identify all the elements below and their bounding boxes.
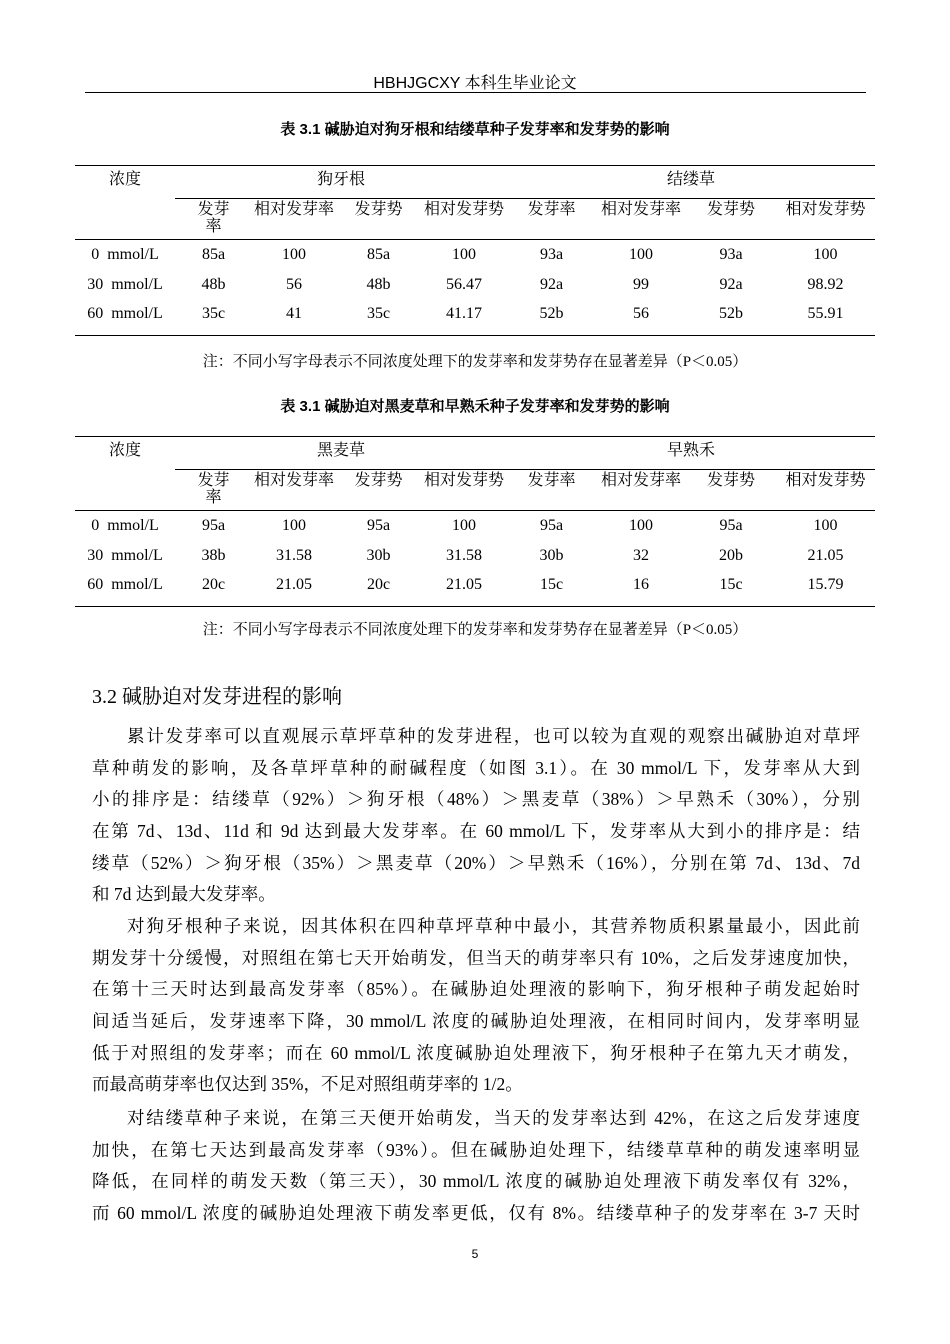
- column-header: 发芽率: [175, 199, 252, 240]
- value-cell: 15c: [686, 574, 776, 607]
- text-line: 降低，在同样的萌发天数（第三天），30 mmol/L 浓度的碱胁迫处理液下萌发率仅有 32%，: [92, 1171, 860, 1192]
- concentration-cell: 60 mmol/L: [75, 574, 175, 607]
- value-cell: 56: [596, 303, 686, 336]
- value-cell: 95a: [366, 517, 391, 534]
- table-row: [75, 511, 875, 545]
- value-cell: 93a: [719, 246, 743, 263]
- column-header: 相对发芽势: [776, 199, 875, 240]
- body-paragraph: [92, 911, 860, 1101]
- column-header: 相对发芽势: [776, 470, 875, 511]
- value-cell: 30b: [366, 546, 391, 564]
- body-paragraph: [92, 721, 860, 911]
- value-cell: 99: [633, 275, 650, 293]
- value-cell: 100: [813, 246, 838, 263]
- page-number: 5: [471, 1247, 479, 1261]
- value-cell: 98.92: [807, 275, 844, 293]
- value-cell: 31.58: [446, 546, 482, 564]
- value-cell: 92a: [539, 275, 564, 293]
- table-caption: 表 3.1 碱胁迫对黑麦草和早熟禾种子发芽率和发芽势的影响: [280, 398, 670, 415]
- column-header: 相对发芽势: [421, 470, 507, 511]
- value-cell: 20b: [719, 546, 744, 564]
- value-cell: 52b: [686, 303, 776, 336]
- value-cell: 15c: [507, 574, 596, 607]
- text-line: 和 7d 达到最大发芽率。: [92, 884, 276, 905]
- table-row: [75, 545, 875, 575]
- value-cell: 92a: [719, 275, 743, 293]
- column-header: 发芽率: [175, 470, 252, 511]
- text-line: 而 60 mmol/L 浓度的碱胁迫处理液下萌发率更低，仅有 8%。结缕草种子的发芽率在 3-7 天时: [92, 1203, 860, 1224]
- text-line: 缕草（52%）＞狗牙根（35%）＞黑麦草（20%）＞早熟禾（16%），分别在第 7d、13d、7d: [92, 852, 860, 873]
- value-cell: 100: [629, 517, 654, 534]
- concentration-cell: 30 mmol/L: [87, 275, 163, 293]
- column-header: 相对发芽率: [252, 470, 336, 511]
- running-header: HBHJGCXY 本科生毕业论文: [373, 75, 577, 92]
- value-cell: 41.17: [421, 303, 507, 336]
- table-row: [75, 240, 875, 274]
- value-cell: 100: [282, 517, 306, 534]
- column-header: 相对发芽率: [252, 199, 336, 240]
- header-rule: [85, 92, 866, 93]
- text-line: 间适当延后，发芽速率下降，30 mmol/L 浓度的碱胁迫处理液，在相同时间内，发芽率明显: [92, 1011, 860, 1032]
- concentration-header: 浓度: [75, 166, 175, 240]
- column-header: 发芽率: [507, 199, 596, 240]
- value-cell: 100: [452, 246, 476, 263]
- section-heading: 3.2 碱胁迫对发芽进程的影响: [92, 686, 342, 708]
- concentration-cell: 30 mmol/L: [87, 546, 163, 564]
- body-paragraph: [92, 1103, 860, 1230]
- value-cell: 35c: [336, 303, 421, 336]
- value-cell: 48b: [201, 275, 226, 293]
- table-note: 注：不同小写字母表示不同浓度处理下的发芽率和发芽势存在显著差异（P＜0.05）: [202, 622, 748, 638]
- text-line: 而最高萌芽率也仅达到 35%，不足对照组萌芽率的 1/2。: [92, 1074, 523, 1095]
- value-cell: 38b: [201, 546, 226, 564]
- text-line: 累计发芽率可以直观展示草坪草种的发芽进程，也可以较为直观的观察出碱胁迫对草坪: [127, 726, 860, 746]
- concentration-header: 浓度: [75, 437, 175, 511]
- text-line: 低于对照组的发芽率；而在 60 mmol/L 浓度碱胁迫处理液下，狗牙根种子在第九天才萌发，: [92, 1042, 860, 1063]
- table-note: 注：不同小写字母表示不同浓度处理下的发芽率和发芽势存在显著差异（P＜0.05）: [202, 354, 748, 370]
- table-row: [75, 574, 875, 607]
- text-line: 小的排序是：结缕草（92%）＞狗牙根（48%）＞黑麦草（38%）＞早熟禾（30%），分别: [92, 789, 860, 810]
- value-cell: 20c: [175, 574, 252, 607]
- text-line: 在第十三天时达到最高发芽率（85%）。在碱胁迫处理液的影响下，狗牙根种子萌发起始时: [92, 979, 860, 1000]
- value-cell: 20c: [336, 574, 421, 607]
- value-cell: 95a: [719, 517, 743, 534]
- text-line: 加快，在第七天达到最高发芽率（93%）。但在碱胁迫处理下，结缕草草种的萌发速率明显: [92, 1139, 860, 1160]
- column-header: 发芽势: [686, 470, 776, 511]
- value-cell: 95a: [201, 517, 226, 534]
- column-header: 发芽势: [686, 199, 776, 240]
- concentration-cell: 0 mmol/L: [91, 517, 159, 534]
- species-header: 狗牙根: [175, 166, 507, 199]
- column-header: 相对发芽势: [421, 199, 507, 240]
- value-cell: 52b: [507, 303, 596, 336]
- column-header: 发芽率: [507, 470, 596, 511]
- value-cell: 100: [452, 517, 476, 534]
- value-cell: 85a: [366, 246, 391, 263]
- value-cell: 95a: [539, 517, 564, 534]
- value-cell: 100: [813, 517, 838, 534]
- value-cell: 100: [629, 246, 654, 263]
- text-line: 对狗牙根种子来说，因其体积在四种草坪草种中最小，其营养物质积累量最小，因此前: [127, 916, 860, 936]
- concentration-cell: 0 mmol/L: [91, 246, 159, 263]
- table-caption: 表 3.1 碱胁迫对狗牙根和结缕草种子发芽率和发芽势的影响: [280, 121, 670, 138]
- value-cell: 93a: [539, 246, 564, 263]
- value-cell: 32: [633, 546, 650, 564]
- data-table: [75, 165, 875, 336]
- value-cell: 21.05: [252, 574, 336, 607]
- value-cell: 21.05: [807, 546, 844, 564]
- column-header: 发芽势: [336, 199, 421, 240]
- column-header: 发芽势: [336, 470, 421, 511]
- value-cell: 21.05: [421, 574, 507, 607]
- data-table: [75, 436, 875, 607]
- column-header: 相对发芽率: [596, 199, 686, 240]
- text-line: 在第 7d、13d、11d 和 9d 达到最大发芽率。在 60 mmol/L 下，发芽率从大到小的排序是：结: [92, 821, 860, 842]
- species-header: 早熟禾: [507, 437, 875, 470]
- species-header: 黑麦草: [175, 437, 507, 470]
- value-cell: 100: [282, 246, 306, 263]
- value-cell: 30b: [539, 546, 564, 564]
- column-header: 相对发芽率: [596, 470, 686, 511]
- species-header: 结缕草: [507, 166, 875, 199]
- value-cell: 15.79: [776, 574, 875, 607]
- table-row: [75, 303, 875, 336]
- value-cell: 56: [286, 275, 302, 293]
- table-row: [75, 274, 875, 304]
- text-line: 期发芽十分缓慢，对照组在第七天开始萌发，但当天的萌芽率只有 10%，之后发芽速度加快，: [92, 947, 860, 968]
- value-cell: 85a: [201, 246, 226, 263]
- value-cell: 55.91: [776, 303, 875, 336]
- value-cell: 56.47: [446, 275, 482, 293]
- value-cell: 31.58: [276, 546, 312, 564]
- value-cell: 48b: [366, 275, 391, 293]
- concentration-cell: 60 mmol/L: [75, 303, 175, 336]
- value-cell: 16: [596, 574, 686, 607]
- value-cell: 35c: [175, 303, 252, 336]
- text-line: 对结缕草种子来说，在第三天便开始萌发，当天的发芽率达到 42%，在这之后发芽速度: [127, 1108, 860, 1128]
- value-cell: 41: [252, 303, 336, 336]
- text-line: 草种萌发的影响，及各草坪草种的耐碱程度（如图 3.1）。在 30 mmol/L 下，发芽率从大到: [92, 757, 860, 778]
